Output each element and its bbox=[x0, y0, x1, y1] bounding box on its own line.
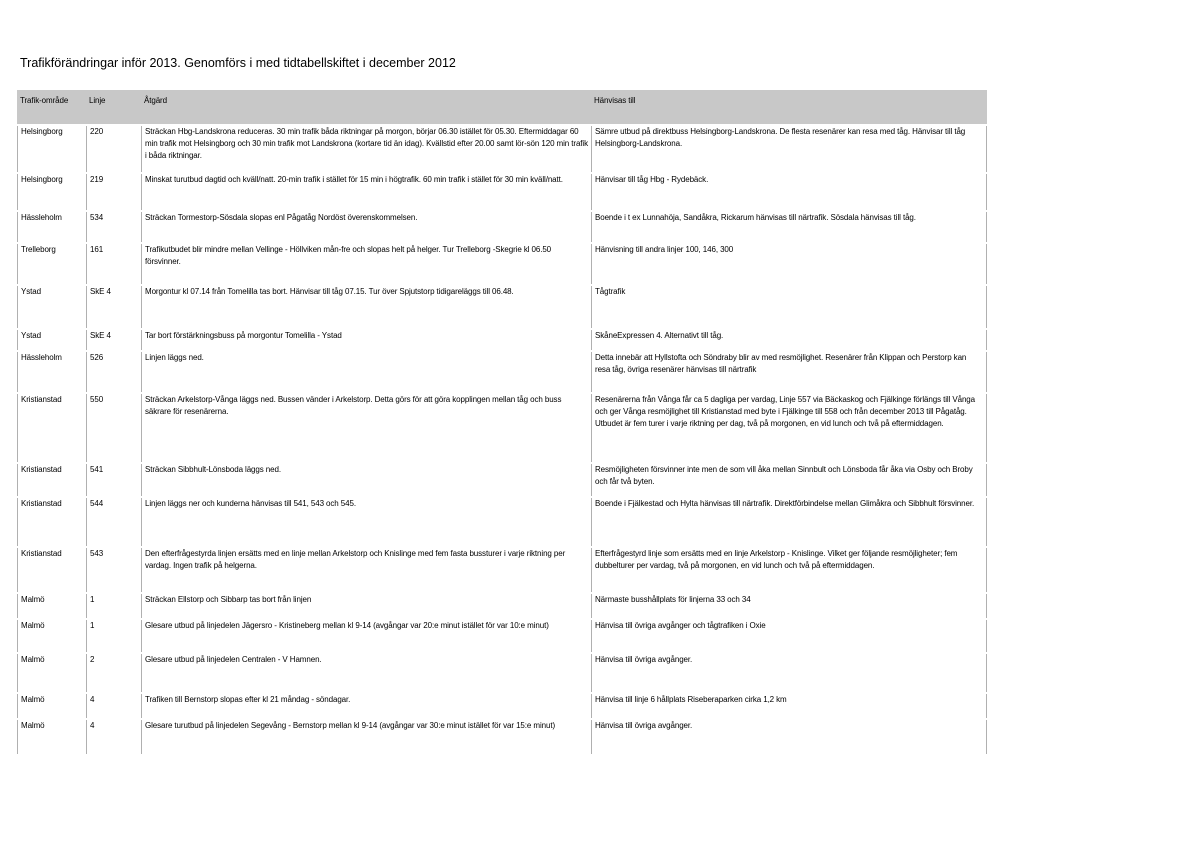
cell-action: Sträckan Tormestorp-Sösdala slopas enl Pågatåg Nordöst överenskommelsen. bbox=[141, 212, 591, 242]
cell-line: 2 bbox=[86, 654, 141, 692]
cell-line: 220 bbox=[86, 126, 141, 172]
cell-area: Trelleborg bbox=[17, 244, 86, 284]
cell-area: Hässleholm bbox=[17, 352, 86, 392]
cell-line: 550 bbox=[86, 394, 141, 462]
header-action: Åtgärd bbox=[144, 96, 167, 105]
cell-reference: SkåneExpressen 4. Alternativt till tåg. bbox=[591, 330, 987, 350]
cell-line: SkE 4 bbox=[86, 330, 141, 350]
cell-action: Den efterfrågestyrda linjen ersätts med en linje mellan Arkelstorp och Knislinge med fem fasta bussturer i varje riktning per vardag. Ingen trafik på helgerna. bbox=[141, 548, 591, 592]
table-row bbox=[17, 496, 987, 546]
cell-action: Linjen läggs ner och kunderna hänvisas till 541, 543 och 545. bbox=[141, 498, 591, 546]
cell-area: Malmö bbox=[17, 654, 86, 692]
table-row bbox=[17, 124, 987, 172]
cell-area: Malmö bbox=[17, 720, 86, 754]
header-area: Trafik-område bbox=[20, 96, 69, 105]
table-row bbox=[17, 718, 987, 754]
cell-area: Kristianstad bbox=[17, 498, 86, 546]
cell-action: Sträckan Hbg-Landskrona reduceras. 30 min trafik båda riktningar på morgon, börjar 06.30 istället för 05.30. Eftermiddagar 60 min trafik mot Helsingborg och 30 min trafik mot Landskrona (kortare tid än idag). Kvällstid efter 20.00 samt lör-sön 120 min trafik i båda riktningar. bbox=[141, 126, 591, 172]
cell-area: Helsingborg bbox=[17, 174, 86, 210]
table-row bbox=[17, 462, 987, 496]
cell-line: 161 bbox=[86, 244, 141, 284]
cell-reference: Efterfrågestyrd linje som ersätts med en linje Arkelstorp - Knislinge. Vilket ger följande resmöjligheter; fem dubbelturer per vardag, två på morgonen, en vid lunch och två på eftermiddagen. bbox=[591, 548, 987, 592]
cell-line: 544 bbox=[86, 498, 141, 546]
cell-action: Glesare turutbud på linjedelen Segevång - Bernstorp mellan kl 9-14 (avgångar var 30:e minut istället för var 15:e minut) bbox=[141, 720, 591, 754]
cell-reference: Sämre utbud på direktbuss Helsingborg-Landskrona. De flesta resenärer kan resa med tåg. Hänvisar till tåg Helsingborg-Landskrona. bbox=[591, 126, 987, 172]
table-row bbox=[17, 652, 987, 692]
cell-action: Morgontur kl 07.14 från Tomelilla tas bort. Hänvisar till tåg 07.15. Tur över Spjutstorp tidigareläggs till 06.48. bbox=[141, 286, 591, 328]
table-row bbox=[17, 592, 987, 618]
page-title: Trafikförändringar inför 2013. Genomförs i med tidtabellskiftet i december 2012 bbox=[20, 56, 456, 70]
cell-line: 4 bbox=[86, 694, 141, 718]
cell-area: Kristianstad bbox=[17, 548, 86, 592]
cell-action: Sträckan Sibbhult-Lönsboda läggs ned. bbox=[141, 464, 591, 496]
table-header bbox=[17, 90, 987, 124]
changes-table bbox=[17, 90, 987, 754]
table-row bbox=[17, 328, 987, 350]
cell-line: 1 bbox=[86, 620, 141, 652]
table-row bbox=[17, 210, 987, 242]
cell-line: 4 bbox=[86, 720, 141, 754]
cell-line: SkE 4 bbox=[86, 286, 141, 328]
cell-area: Ystad bbox=[17, 286, 86, 328]
cell-area: Malmö bbox=[17, 594, 86, 618]
table-row bbox=[17, 242, 987, 284]
table-row bbox=[17, 692, 987, 718]
cell-reference: Tågtrafik bbox=[591, 286, 987, 328]
cell-reference: Hänvisa till övriga avgånger. bbox=[591, 654, 987, 692]
cell-action: Linjen läggs ned. bbox=[141, 352, 591, 392]
cell-action: Trafikutbudet blir mindre mellan Vellinge - Höllviken mån-fre och slopas helt på helger. Tur Trelleborg -Skegrie kl 06.50 försvinner. bbox=[141, 244, 591, 284]
table-row bbox=[17, 618, 987, 652]
cell-area: Hässleholm bbox=[17, 212, 86, 242]
cell-action: Trafiken till Bernstorp slopas efter kl 21 måndag - söndagar. bbox=[141, 694, 591, 718]
cell-area: Helsingborg bbox=[17, 126, 86, 172]
cell-line: 534 bbox=[86, 212, 141, 242]
cell-area: Malmö bbox=[17, 694, 86, 718]
cell-reference: Resenärerna från Vånga får ca 5 dagliga per vardag, Linje 557 via Bäckaskog och Fjälkinge förlängs till Vånga och ger Vånga resmöjlighet till Kristianstad med byte i Fjälkinge till 558 och från december 2013 till Pågatåg. Utbudet är fem turer i varje riktning per dag, två på morgonen, en vid lunch och två på eftermiddagen. bbox=[591, 394, 987, 462]
cell-reference: Boende i t ex Lunnahöja, Sandåkra, Rickarum hänvisas till närtrafik. Sösdala hänvisas till tåg. bbox=[591, 212, 987, 242]
cell-reference: Hänvisa till övriga avgånger och tågtrafiken i Oxie bbox=[591, 620, 987, 652]
cell-reference: Detta innebär att Hyllstofta och Söndraby blir av med resmöjlighet. Resenärer från Klippan och Perstorp kan resa tåg, övriga resenärer hänvisas till närtrafik bbox=[591, 352, 987, 392]
cell-area: Kristianstad bbox=[17, 464, 86, 496]
table-row bbox=[17, 350, 987, 392]
cell-action: Minskat turutbud dagtid och kväll/natt. 20-min trafik i stället för 15 min i högtrafik. 60 min trafik i stället för 30 min kväll/natt. bbox=[141, 174, 591, 210]
table-row bbox=[17, 392, 987, 462]
cell-action: Glesare utbud på linjedelen Centralen - V Hamnen. bbox=[141, 654, 591, 692]
cell-line: 541 bbox=[86, 464, 141, 496]
cell-line: 526 bbox=[86, 352, 141, 392]
table-row bbox=[17, 546, 987, 592]
header-reference: Hänvisas till bbox=[594, 96, 636, 105]
cell-reference: Resmöjligheten försvinner inte men de som vill åka mellan Sinnbult och Lönsboda får åka via Osby och Broby och får två byten. bbox=[591, 464, 987, 496]
cell-reference: Hänvisa till linje 6 hållplats Riseberaparken cirka 1,2 km bbox=[591, 694, 987, 718]
cell-action: Glesare utbud på linjedelen Jägersro - Kristineberg mellan kl 9-14 (avgångar var 20:e minut istället för var 10:e minut) bbox=[141, 620, 591, 652]
cell-area: Ystad bbox=[17, 330, 86, 350]
table-row bbox=[17, 172, 987, 210]
cell-reference: Hänvisa till övriga avgånger. bbox=[591, 720, 987, 754]
header-line: Linje bbox=[89, 96, 106, 105]
cell-area: Malmö bbox=[17, 620, 86, 652]
cell-reference: Hänvisar till tåg Hbg - Rydebäck. bbox=[591, 174, 987, 210]
table-row bbox=[17, 284, 987, 328]
cell-area: Kristianstad bbox=[17, 394, 86, 462]
cell-reference: Boende i Fjälkestad och Hylta hänvisas till närtrafik. Direktförbindelse mellan Glimåkra och Sibbhult försvinner. bbox=[591, 498, 987, 546]
cell-action: Tar bort förstärkningsbuss på morgontur Tomelilla - Ystad bbox=[141, 330, 591, 350]
cell-action: Sträckan Ellstorp och Sibbarp tas bort från linjen bbox=[141, 594, 591, 618]
cell-reference: Närmaste busshållplats för linjerna 33 och 34 bbox=[591, 594, 987, 618]
cell-line: 543 bbox=[86, 548, 141, 592]
cell-line: 219 bbox=[86, 174, 141, 210]
cell-line: 1 bbox=[86, 594, 141, 618]
cell-reference: Hänvisning till andra linjer 100, 146, 300 bbox=[591, 244, 987, 284]
cell-action: Sträckan Arkelstorp-Vånga läggs ned. Bussen vänder i Arkelstorp. Detta görs för att göra kopplingen mellan tåg och buss säkrare för resenärerna. bbox=[141, 394, 591, 462]
